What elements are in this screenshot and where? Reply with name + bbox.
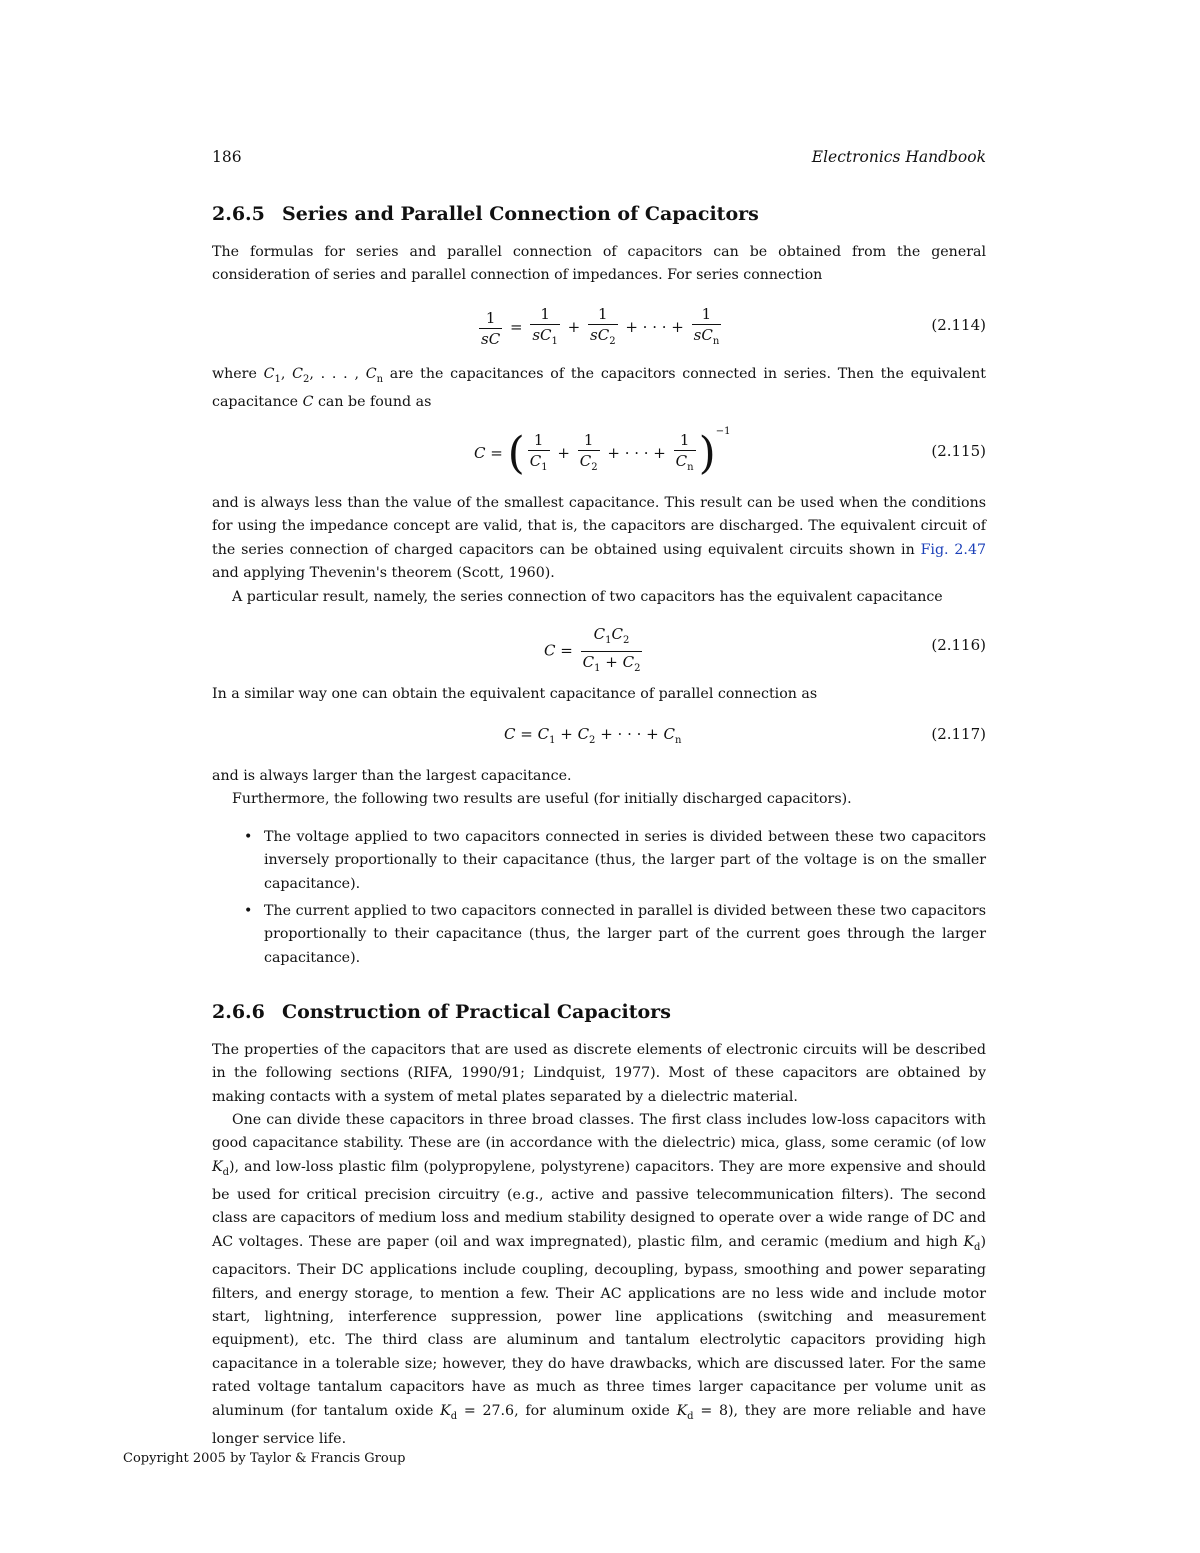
equation-2-116 xyxy=(212,624,986,672)
equation-body: C = ( $\frac{1}{C_1}$ + $\frac{1}{C_2}$ + · · · + $\frac{1}{C_n}$ )$^{-1}$ xyxy=(474,426,731,479)
paragraph: where $C_1$, $C_2$, . . . , $C_n$ are the capacitances of the capacitors connected in series. Then the equivalent capacitance C can be found as xyxy=(212,366,986,411)
section-number: 2.6.6 xyxy=(212,1001,265,1023)
paragraph: In a similar way one can obtain the equivalent capacitance of parallel connection as xyxy=(212,686,818,702)
equation-2-115 xyxy=(212,426,986,478)
equation-number: (2.114) xyxy=(931,316,986,334)
equation-number: (2.117) xyxy=(931,725,986,743)
page: 186 Electronics Handbook 2.6.5 Series and Parallel Connection of Capacitors The formulas for series and parallel connection of capacitors can be obtained from the general consideration of series and parallel connection of impedances. For series connection $\frac{1}{sC}$ = $\frac{1}{sC_1}$ + $\frac{1}{sC_2}$ + · · · + $\frac{1}{sC_n}$ (2.114) where $C_1$, $C_2$, . . . , $C_n$ are the capacitances of the capacitors connected in series. Then the equivalent capacitance C can be found as C = ( $\frac{1}{C_1}$ + $\frac{1}{C_2}$ + · · · + $\frac{1}{C_n}$ )$^{-1}$ (2.115) and is always less than the value of the smallest capacitance. This result can be used when the conditions for using the impedance concept are valid, that is, the capacitors are discharged. The equivalent circuit of the series connection of charged capacitors can be obtained using equivalent circuits shown in Fig. 2.47 and applying Thevenin's theorem (Scott, 1960). A particular result, namely, the series connection of two capacitors has the equivalent capacitance C = $\frac{C_1C_2}{C_1 + C_2}$ (2.116) In a similar way one can obtain the equivalent capacitance of parallel connection as $C = C_1 + C_2$ + · · · + $C_n$ (2.117) and is always larger than the largest capacitance. Furthermore, the following two results are useful (for initially discharged capacitors). • The voltage applied to two capacitors connected in series is divided between these two capacitors inversely proportionally to their capacitance (thus, the larger part of the voltage is on the smaller capacitance). • The current applied to two capacitors connected in parallel is divided between these two capacitors proportionally to their capacitance (thus, the larger part of the current goes through the larger capacitance). 2.6.6 Construction of Practical Capacitors The properties of the capacitors that are used as discrete elements of electronic circuits will be described in the following sections (RIFA, 1990/91; Lindquist, 1977). Most of these capacitors are obtained by making contacts with a system of metal plates separated by a dielectric material. One can divide these capacitors in three broad classes. The first class includes low-loss capacitors with good capacitance stability. These are (in accordance with the dielectric) mica, glass, some ceramic (of low $K_d$), and low-loss plastic film (polypropylene, polystyrene) capacitors. They are more expensive and should be used for critical precision circuitry (e.g., active and passive telecommunication filters). The second class are capacitors of medium loss and medium stability designed to operate over a wide range of DC and AC voltages. These are paper (oil and wax impregnated), plastic film, and ceramic (medium and high $K_d$) capacitors. Their DC applications include coupling, decoupling, bypass, smoothing and power separating filters, and energy storage, to mention a few. Their AC applications are no less wide and include motor start, lightning, interference suppression, power line applications (switching and measurement equipment), etc. The third class are aluminum and tantalum electrolytic capacitors providing high capacitance in a tolerable size; however, they do have drawbacks, which are discussed later. For the same rated voltage tantalum capacitors have as much as three times larger capacitance per volume unit as aluminum (for tantalum oxide $K_d = 27.6$, for aluminum oxide $K_d = 8$), they are more reliable and have longer service life. Copyright 2005 by Taylor & Francis Group xyxy=(123,148,986,1466)
page-number: 186 xyxy=(212,148,242,166)
figure-link[interactable]: Fig. 2.47 xyxy=(920,541,986,558)
paragraph: Furthermore, the following two results are useful (for initially discharged capacitors). xyxy=(232,791,852,807)
section-number: 2.6.5 xyxy=(212,203,265,225)
paragraph: and is always less than the value of the smallest capacitance. This result can be used when the conditions for using the impedance concept are valid, that is, the capacitors are discharged. The equivalent circuit of the series connection of charged capacitors can be obtained using equivalent circuits shown in Fig. 2.47 and applying Thevenin's theorem (Scott, 1960). xyxy=(212,495,986,582)
bullet-icon: • xyxy=(244,903,253,919)
equation-body: $\frac{1}{sC}$ = $\frac{1}{sC_1}$ + $\frac{1}{sC_2}$ + · · · + $\frac{1}{sC_n}$ xyxy=(481,305,720,348)
section-title: Construction of Practical Capacitors xyxy=(282,1001,671,1023)
equation-body: C = $\frac{C_1C_2}{C_1 + C_2}$ xyxy=(544,625,641,674)
paragraph: One can divide these capacitors in three broad classes. The first class includes low-loss capacitors with good capacitance stability. These are (in accordance with the dielectric) mica, glass, some ceramic (of low $K_d$), and low-loss plastic film (polypropylene, polystyrene) capacitors. They are more expensive and should be used for critical precision circuitry (e.g., active and passive telecommunication filters). The second class are capacitors of medium loss and medium stability designed to operate over a wide range of DC and AC voltages. These are paper (oil and wax impregnated), plastic film, and ceramic (medium and high $K_d$) capacitors. Their DC applications include coupling, decoupling, bypass, smoothing and power separating filters, and energy storage, to mention a few. Their AC applications are no less wide and include motor start, lightning, interference suppression, power line applications (switching and measurement equipment), etc. The third class are aluminum and tantalum electrolytic capacitors providing high capacitance in a tolerable size; however, they do have drawbacks, which are discussed later. For the same rated voltage tantalum capacitors have as much as three times larger capacitance per volume unit as aluminum (for tantalum oxide $K_d = 27.6$, for aluminum oxide $K_d = 8$), they are more reliable and have longer service life. xyxy=(212,1112,986,1447)
paragraph: and is always larger than the largest capacitance. xyxy=(212,768,572,784)
equation-number: (2.116) xyxy=(931,636,986,654)
section-title: Series and Parallel Connection of Capacitors xyxy=(282,203,759,225)
book-title: Electronics Handbook xyxy=(811,148,986,166)
equation-2-117 xyxy=(212,725,986,747)
equation-2-114 xyxy=(212,304,986,352)
equation-body: $C = C_1 + C_2$ + · · · + $C_n$ xyxy=(504,725,682,746)
paragraph: The formulas for series and parallel connection of capacitors can be obtained from the general consideration of series and parallel connection of impedances. For series connection xyxy=(212,244,986,284)
equation-number: (2.115) xyxy=(931,442,986,460)
copyright-footer: Copyright 2005 by Taylor & Francis Group xyxy=(123,1451,406,1466)
paragraph: A particular result, namely, the series connection of two capacitors has the equivalent capacitance xyxy=(232,589,943,605)
section-heading-2-6-6 xyxy=(212,1001,671,1023)
bullet-icon: • xyxy=(244,829,253,845)
paragraph: The properties of the capacitors that are used as discrete elements of electronic circuits will be described in the following sections (RIFA, 1990/91; Lindquist, 1977). Most of these capacitors are obtained by making contacts with a system of metal plates separated by a dielectric material. xyxy=(212,1042,986,1105)
section-heading-2-6-5 xyxy=(212,203,759,225)
